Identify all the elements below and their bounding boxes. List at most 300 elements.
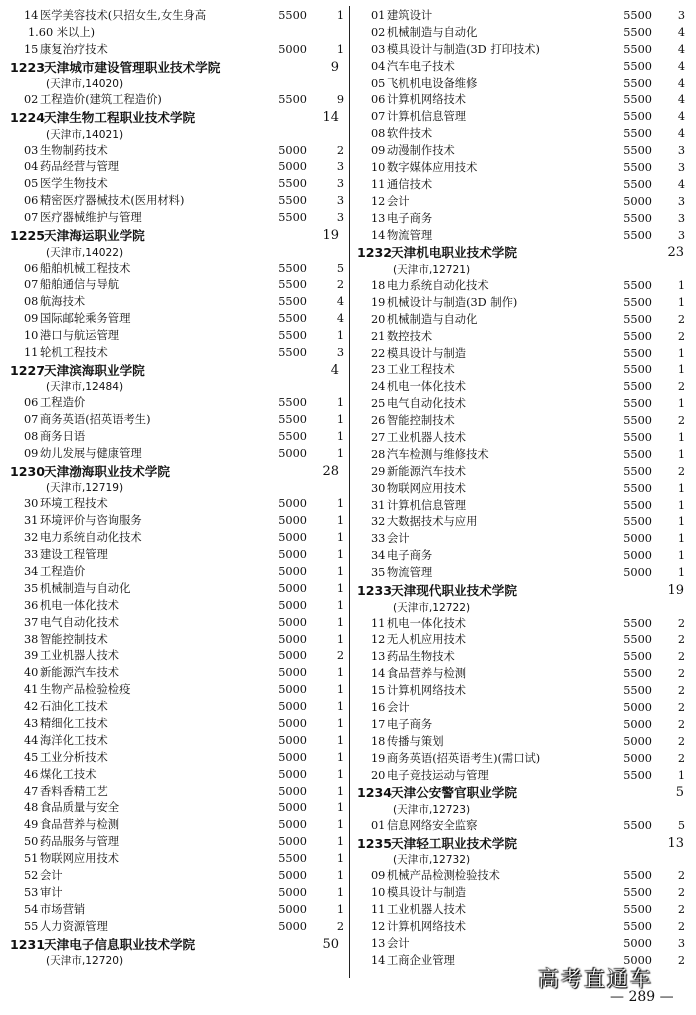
major-row (10, 733, 343, 750)
major-name: 物联网应用技术 (40, 852, 120, 866)
major-row (357, 278, 688, 295)
school-code: 1235 (357, 835, 393, 851)
major-row (357, 548, 688, 565)
school-total: 28 (322, 463, 339, 479)
enrollment-count: 1 (336, 447, 344, 461)
major-row (10, 42, 343, 59)
tuition-fee: 5000 (278, 42, 307, 56)
major-code: 05 (371, 76, 386, 90)
major-code: 25 (371, 397, 386, 411)
tuition-fee: 5500 (623, 667, 652, 681)
school-total: 50 (322, 936, 339, 952)
major-name: 药品生物技术 (387, 650, 455, 664)
enrollment-count: 4 (336, 295, 344, 309)
school-location: (天津市,12721) (393, 263, 471, 276)
major-name: 康复治疗技术 (40, 42, 108, 56)
major-name: 电气自动化技术 (387, 397, 467, 411)
major-row (357, 59, 688, 76)
major-row (357, 346, 688, 363)
major-code: 18 (371, 278, 386, 292)
tuition-fee: 5500 (623, 278, 652, 292)
major-row (357, 228, 688, 245)
school-location: (天津市,12720) (46, 955, 124, 968)
major-row (357, 126, 688, 143)
major-name: 汽车检测与维修技术 (387, 447, 489, 461)
major-name: 船舶通信与导航 (40, 278, 120, 292)
school-header (10, 109, 343, 127)
school-location: (天津市,12722) (393, 601, 471, 614)
tuition-fee: 5000 (278, 531, 307, 545)
enrollment-count: 1 (336, 835, 344, 849)
tuition-fee: 5500 (623, 768, 652, 782)
enrollment-count: 1 (336, 885, 344, 899)
tuition-fee: 5500 (623, 447, 652, 461)
major-row (357, 379, 688, 396)
major-code: 09 (371, 869, 386, 883)
major-code: 11 (371, 903, 386, 917)
major-code: 02 (24, 93, 39, 107)
major-code: 44 (24, 733, 39, 747)
enrollment-count: 1 (336, 767, 344, 781)
enrollment-count: 3 (677, 161, 685, 175)
enrollment-count: 1 (336, 632, 344, 646)
major-name: 药品经营与管理 (40, 160, 120, 174)
major-row (357, 447, 688, 464)
tuition-fee: 5500 (623, 228, 652, 242)
major-code: 36 (24, 598, 39, 612)
major-row (10, 294, 343, 311)
tuition-fee: 5000 (623, 734, 652, 748)
tuition-fee: 5500 (623, 346, 652, 360)
major-code: 06 (24, 396, 39, 410)
major-row (10, 328, 343, 345)
enrollment-count: 1 (336, 42, 344, 56)
tuition-fee: 5500 (623, 110, 652, 124)
major-name: 人力资源管理 (40, 919, 108, 933)
enrollment-count: 2 (677, 869, 685, 883)
major-code: 40 (24, 666, 39, 680)
enrollment-count: 3 (677, 936, 685, 950)
school-code: 1224 (10, 110, 46, 126)
enrollment-count: 2 (677, 312, 685, 326)
enrollment-count: 3 (677, 194, 685, 208)
enrollment-count: 2 (677, 919, 685, 933)
major-code: 24 (371, 380, 386, 394)
major-name: 精细化工技术 (40, 717, 108, 730)
major-code: 53 (24, 885, 39, 899)
left-column (10, 8, 343, 969)
major-row (10, 261, 343, 278)
school-location: (天津市,14022) (46, 246, 124, 259)
tuition-fee: 5000 (278, 447, 307, 461)
school-location: (天津市,14020) (46, 78, 124, 91)
tuition-fee: 5500 (623, 414, 652, 428)
enrollment-count: 1 (336, 531, 344, 545)
major-name: 计算机网络技术 (387, 93, 467, 107)
major-code: 38 (24, 632, 39, 646)
tuition-fee: 5000 (278, 717, 307, 730)
school-code: 1223 (10, 59, 46, 75)
major-code: 31 (371, 498, 386, 512)
major-code: 19 (371, 751, 386, 765)
school-location: (天津市,14021) (46, 128, 124, 141)
enrollment-count: 1 (336, 413, 344, 427)
major-row (357, 295, 688, 312)
enrollment-count: 2 (677, 734, 685, 748)
school-code: 1230 (10, 463, 46, 479)
major-code: 31 (24, 514, 39, 528)
major-code: 42 (24, 700, 39, 714)
major-name: 海洋化工技术 (40, 733, 108, 747)
tuition-fee: 5500 (278, 312, 307, 326)
major-code: 06 (24, 261, 39, 275)
major-row (357, 632, 688, 649)
major-name: 港口与航运管理 (40, 329, 120, 343)
tuition-fee: 5000 (278, 581, 307, 595)
school-header (10, 59, 343, 77)
enrollment-count: 2 (677, 717, 685, 731)
major-row (10, 513, 343, 530)
major-code: 55 (24, 919, 39, 933)
school-total: 23 (667, 245, 684, 261)
enrollment-count: 3 (336, 194, 344, 208)
tuition-fee: 5000 (278, 869, 307, 883)
major-code: 15 (24, 42, 39, 56)
tuition-fee: 5500 (623, 177, 652, 191)
major-row (357, 109, 688, 126)
major-name: 数字媒体应用技术 (387, 161, 478, 175)
major-name: 香料香精工艺 (40, 784, 108, 798)
enrollment-count: 1 (677, 549, 685, 563)
enrollment-count: 2 (336, 649, 344, 663)
major-row (357, 514, 688, 531)
tuition-fee: 5500 (623, 127, 652, 141)
tuition-fee: 5500 (623, 9, 652, 22)
major-name: 工业机器人技术 (40, 649, 120, 663)
major-row (357, 531, 688, 548)
enrollment-count: 4 (677, 177, 685, 191)
enrollment-count: 1 (336, 396, 344, 410)
major-code: 09 (24, 447, 39, 461)
major-name: 食品质量与安全 (40, 801, 120, 815)
school-location: (天津市,12732) (393, 854, 471, 867)
major-row (357, 616, 688, 633)
major-row (10, 193, 343, 210)
major-row (357, 481, 688, 498)
major-row (357, 818, 688, 835)
tuition-fee: 5000 (278, 683, 307, 697)
major-row (357, 751, 688, 768)
tuition-fee: 5500 (278, 295, 307, 309)
major-code: 09 (371, 144, 386, 158)
tuition-fee: 5000 (623, 751, 652, 765)
tuition-fee: 5000 (278, 564, 307, 578)
tuition-fee: 5000 (278, 919, 307, 933)
enrollment-count: 3 (336, 211, 344, 225)
major-name: 智能控制技术 (40, 632, 108, 646)
major-name: 商务英语(招英语考生)(需口试) (387, 751, 541, 765)
major-row (10, 767, 343, 784)
major-name: 煤化工技术 (40, 767, 97, 781)
enrollment-count: 3 (677, 228, 685, 242)
major-row (10, 581, 343, 598)
school-total: 14 (322, 110, 339, 126)
major-code: 51 (24, 852, 39, 866)
major-name: 食品营养与检测 (387, 667, 467, 681)
major-code: 50 (24, 835, 39, 849)
major-row (357, 143, 688, 160)
enrollment-count: 1 (336, 750, 344, 764)
tuition-fee: 5000 (278, 649, 307, 663)
enrollment-count: 1 (336, 329, 344, 343)
tuition-fee: 5500 (278, 430, 307, 444)
major-code: 01 (371, 818, 386, 832)
enrollment-count: 1 (677, 481, 685, 495)
tuition-fee: 5000 (623, 532, 652, 546)
major-row (10, 395, 343, 412)
enrollment-count: 1 (336, 801, 344, 815)
enrollment-count: 1 (336, 581, 344, 595)
tuition-fee: 5000 (278, 784, 307, 798)
major-row (10, 598, 343, 615)
enrollment-count: 2 (677, 633, 685, 647)
major-row (10, 902, 343, 919)
tuition-fee: 5500 (623, 25, 652, 39)
major-name: 数控技术 (387, 329, 433, 343)
tuition-fee: 5500 (623, 76, 652, 90)
tuition-fee: 5500 (623, 464, 652, 478)
major-code: 20 (371, 312, 386, 326)
major-code: 41 (24, 683, 39, 697)
major-name: 生物产品检验检疫 (40, 683, 131, 697)
major-row (357, 211, 688, 228)
school-code: 1231 (10, 936, 46, 952)
enrollment-count: 1 (336, 564, 344, 578)
major-name: 传播与策划 (387, 734, 444, 748)
major-name: 机电一体化技术 (40, 598, 120, 612)
enrollment-count: 2 (677, 684, 685, 698)
tuition-fee: 5500 (623, 59, 652, 73)
school-total: 9 (330, 59, 339, 75)
major-code: 20 (371, 768, 386, 782)
major-row (357, 362, 688, 379)
major-code: 10 (371, 161, 386, 175)
enrollment-count: 1 (677, 532, 685, 546)
enrollment-count: 2 (677, 464, 685, 478)
major-name: 汽车电子技术 (387, 59, 455, 73)
enrollment-count: 4 (677, 127, 685, 141)
major-name: 国际邮轮乘务管理 (40, 312, 131, 326)
major-name: 建设工程管理 (40, 548, 108, 562)
major-code: 12 (371, 194, 386, 208)
tuition-fee: 5000 (278, 497, 307, 511)
major-code: 43 (24, 717, 39, 730)
tuition-fee: 5500 (623, 616, 652, 630)
tuition-fee: 5500 (278, 261, 307, 275)
major-row (10, 92, 343, 109)
major-code: 29 (371, 464, 386, 478)
major-code: 14 (371, 667, 386, 681)
tuition-fee: 5500 (623, 397, 652, 411)
major-row (10, 682, 343, 699)
major-code: 05 (24, 177, 39, 191)
major-row (357, 649, 688, 666)
major-row (10, 496, 343, 513)
major-code: 37 (24, 615, 39, 629)
tuition-fee: 5000 (278, 514, 307, 528)
major-code: 06 (24, 194, 39, 208)
major-row (10, 143, 343, 160)
major-code: 09 (24, 312, 39, 326)
major-row (10, 530, 343, 547)
enrollment-count: 1 (336, 902, 344, 916)
major-code: 04 (371, 59, 386, 73)
major-code: 02 (371, 25, 386, 39)
tuition-fee: 5500 (623, 211, 652, 225)
major-row (357, 92, 688, 109)
major-row (357, 768, 688, 785)
tuition-fee: 5000 (623, 566, 652, 580)
major-name: 工业机器人技术 (387, 430, 467, 444)
enrollment-count: 1 (677, 515, 685, 529)
major-name: 工程造价 (40, 564, 86, 578)
major-name: 电力系统自动化技术 (387, 278, 489, 292)
major-row (10, 277, 343, 294)
enrollment-count: 1 (336, 548, 344, 562)
tuition-fee: 5500 (623, 380, 652, 394)
tuition-fee: 5500 (278, 396, 307, 410)
major-row (10, 564, 343, 581)
major-row (357, 25, 688, 42)
major-name: 机电一体化技术 (387, 616, 467, 630)
school-location: (天津市,12723) (393, 803, 471, 816)
school-header (10, 463, 343, 481)
major-name: 计算机信息管理 (387, 498, 467, 512)
major-code: 08 (24, 430, 39, 444)
major-code: 01 (371, 9, 386, 22)
tuition-fee: 5500 (278, 211, 307, 225)
enrollment-count: 4 (677, 110, 685, 124)
tuition-fee: 5000 (623, 194, 652, 208)
school-code: 1234 (357, 785, 393, 801)
enrollment-count: 2 (677, 380, 685, 394)
major-row (357, 329, 688, 346)
major-name: 电力系统自动化技术 (40, 531, 142, 545)
major-code: 11 (371, 177, 386, 191)
tuition-fee: 5500 (623, 650, 652, 664)
tuition-fee: 5000 (278, 885, 307, 899)
enrollment-count: 4 (677, 93, 685, 107)
major-code: 15 (371, 684, 386, 698)
tuition-fee: 5500 (623, 295, 652, 309)
major-code: 30 (371, 481, 386, 495)
major-name: 航海技术 (40, 295, 86, 309)
school-code: 1232 (357, 245, 393, 261)
major-code: 14 (371, 953, 386, 967)
major-row (357, 717, 688, 734)
tuition-fee: 5500 (623, 363, 652, 377)
major-name: 会计 (387, 936, 410, 950)
major-code: 46 (24, 767, 39, 781)
tuition-fee: 5500 (278, 278, 307, 292)
major-name: 医疗器械维护与管理 (40, 211, 142, 225)
tuition-fee: 5000 (623, 700, 652, 714)
major-name: 环境工程技术 (40, 497, 108, 511)
enrollment-count: 3 (336, 177, 344, 191)
major-row (10, 176, 343, 193)
enrollment-count: 1 (677, 346, 685, 360)
school-header (10, 227, 343, 245)
tuition-fee: 5500 (623, 515, 652, 529)
enrollment-count: 2 (336, 919, 344, 933)
major-name: 计算机信息管理 (387, 110, 467, 124)
major-code: 19 (371, 295, 386, 309)
major-name: 工业分析技术 (40, 750, 108, 764)
major-code: 35 (24, 581, 39, 595)
enrollment-count: 1 (677, 498, 685, 512)
tuition-fee: 5500 (623, 312, 652, 326)
major-code: 03 (371, 42, 386, 56)
major-code: 48 (24, 801, 39, 815)
school-total: 19 (667, 583, 684, 598)
tuition-fee: 5500 (623, 144, 652, 158)
tuition-fee: 5000 (623, 549, 652, 563)
major-code: 11 (371, 616, 386, 630)
major-name: 智能控制技术 (387, 414, 455, 428)
major-name: 新能源汽车技术 (40, 666, 120, 680)
major-name: 大数据技术与应用 (387, 515, 478, 529)
major-name: 商务日语 (40, 430, 86, 444)
tuition-fee: 5500 (278, 9, 307, 22)
major-code: 08 (24, 295, 39, 309)
major-code: 13 (371, 211, 386, 225)
major-row (10, 834, 343, 851)
major-code: 35 (371, 566, 386, 580)
major-code: 03 (24, 143, 39, 157)
major-name: 幼儿发展与健康管理 (40, 447, 142, 461)
school-name: 天津滨海职业学院 (44, 362, 145, 378)
school-code: 1227 (10, 362, 46, 378)
tuition-fee: 5500 (278, 194, 307, 208)
major-row (357, 76, 688, 93)
major-name: 市场营销 (40, 902, 86, 916)
major-name: 工业机器人技术 (387, 903, 467, 917)
major-code: 26 (371, 414, 386, 428)
major-row (10, 750, 343, 767)
page-number: — 289 — (610, 989, 674, 1005)
enrollment-count: 9 (336, 93, 344, 107)
major-code: 08 (371, 127, 386, 141)
tuition-fee: 5500 (278, 852, 307, 866)
tuition-fee: 5500 (623, 329, 652, 343)
major-row (10, 885, 343, 902)
major-code: 18 (371, 734, 386, 748)
major-row (357, 700, 688, 717)
major-row (357, 8, 688, 25)
major-code: 14 (24, 9, 39, 22)
major-row (10, 210, 343, 227)
major-code: 33 (24, 548, 39, 562)
school-name: 天津电子信息职业技术学院 (44, 936, 196, 952)
school-name: 天津生物工程职业技术学院 (44, 110, 196, 126)
major-name: 医学生物技术 (40, 177, 108, 191)
major-name: 机械产品检测检验技术 (387, 869, 500, 883)
major-name: 物联网应用技术 (387, 481, 467, 495)
school-header (10, 362, 343, 380)
tuition-fee: 5000 (278, 767, 307, 781)
enrollment-count: 1 (336, 852, 344, 866)
major-name: 模具设计与制造(3D 打印技术) (387, 42, 540, 56)
